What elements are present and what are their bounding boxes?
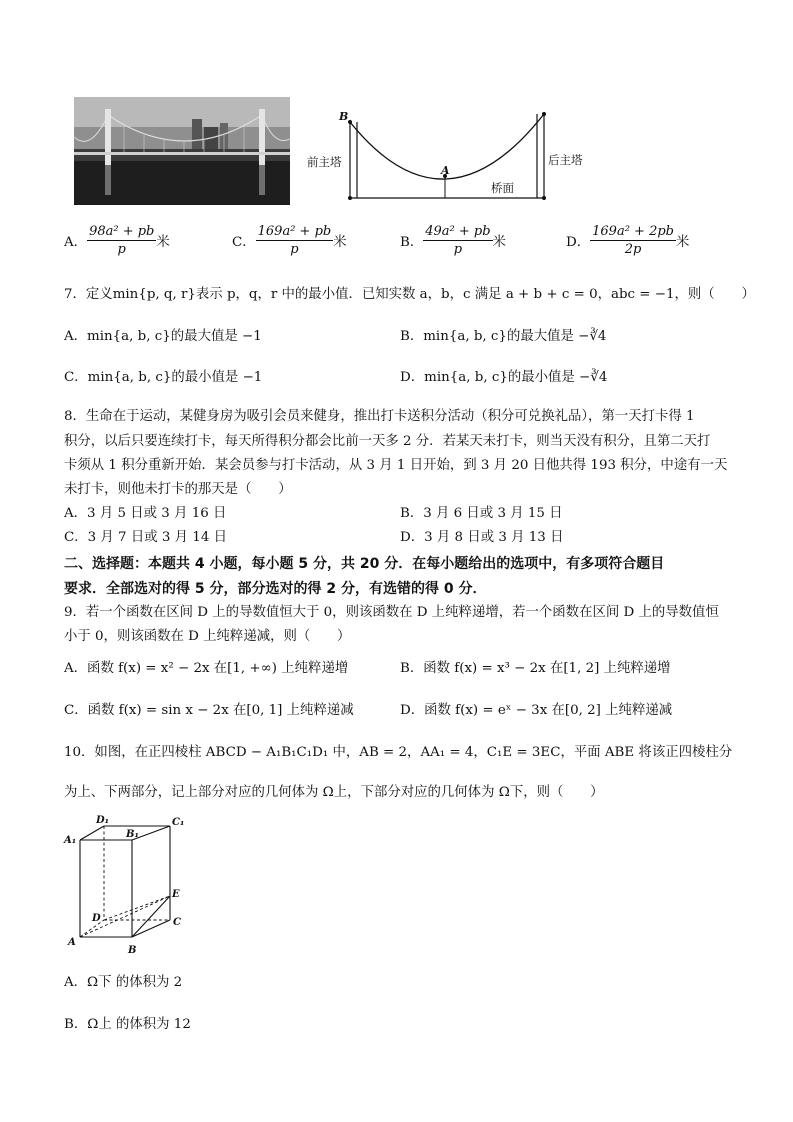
q7-option-b[interactable]: B．min{a, b, c}的最大值是 −∛4 bbox=[400, 329, 607, 344]
option-letter: B． bbox=[400, 235, 424, 250]
q8-line-3: 卡须从 1 积分重新开始．某会员参与打卡活动，从 3 月 1 日开始，到 3 月 20 日他共得 193 积分，中途有一天 bbox=[64, 458, 728, 473]
section-2-heading-line-2: 要求．全部选对的得 5 分，部分选对的得 2 分，有选错的得 0 分． bbox=[64, 581, 487, 597]
option-letter: D． bbox=[566, 235, 591, 250]
q8-option-a[interactable]: A．3 月 5 日或 3 月 16 日 bbox=[64, 506, 227, 521]
q8-option-c[interactable]: C．3 月 7 日或 3 月 14 日 bbox=[64, 530, 227, 545]
option-unit: 米 bbox=[156, 235, 170, 250]
front-tower-label: 前主塔 bbox=[307, 155, 342, 169]
prism-label-a1: A₁ bbox=[64, 835, 77, 846]
q8-line-2: 积分，以后只要连续打卡，每天所得积分都会比前一天多 2 分．若某天未打卡，则当天没有积分，且第二天打 bbox=[64, 434, 711, 449]
q9-option-c[interactable]: C．函数 f(x) = sin x − 2x 在[0, 1] 上纯粹递减 bbox=[64, 703, 354, 718]
rear-tower-label: 后主塔 bbox=[548, 153, 583, 167]
deck-label: 桥面 bbox=[491, 181, 514, 195]
fraction-numerator: 169a² + pb bbox=[257, 224, 332, 239]
bridge-photo bbox=[74, 97, 290, 205]
fraction-denominator: 2p bbox=[624, 242, 642, 257]
fraction-denominator: p bbox=[453, 242, 463, 257]
prism-label-a: A bbox=[68, 937, 76, 948]
q10-line-1: 10．如图，在正四棱柱 ABCD − A₁B₁C₁D₁ 中，AB = 2，AA₁ = 4，C₁E = 3EC，平面 ABE 将该正四棱柱分 bbox=[64, 745, 733, 760]
fraction-denominator: p bbox=[290, 242, 299, 257]
top-option-a[interactable] bbox=[64, 224, 170, 257]
fraction-numerator: 49a² + pb bbox=[425, 224, 491, 239]
top-option-c[interactable] bbox=[232, 224, 347, 257]
option-unit: 米 bbox=[492, 235, 506, 250]
prism-label-d: D bbox=[92, 913, 101, 924]
prism-label-e: E bbox=[172, 889, 180, 900]
q8-line-4: 未打卡，则他未打卡的那天是（ ） bbox=[64, 482, 292, 497]
cable-diagram bbox=[305, 100, 583, 212]
q8-option-d[interactable]: D．3 月 8 日或 3 月 13 日 bbox=[400, 530, 564, 545]
option-unit: 米 bbox=[676, 235, 690, 250]
point-b-label: B bbox=[339, 110, 349, 123]
q9-option-b[interactable]: B．函数 f(x) = x³ − 2x 在[1, 2] 上纯粹递增 bbox=[400, 661, 671, 676]
prism-label-c: C bbox=[173, 917, 181, 928]
top-option-b[interactable] bbox=[400, 224, 506, 257]
option-fraction bbox=[87, 224, 156, 257]
q10-option-b[interactable]: B．Ω上 的体积为 12 bbox=[64, 1017, 191, 1032]
top-option-d[interactable] bbox=[566, 224, 689, 257]
q9-option-a[interactable]: A．函数 f(x) = x² − 2x 在[1, +∞) 上纯粹递增 bbox=[64, 661, 349, 676]
q10-option-a[interactable]: A．Ω下 的体积为 2 bbox=[64, 975, 183, 990]
option-letter: A． bbox=[64, 235, 88, 250]
option-letter: C． bbox=[232, 235, 256, 250]
fraction-numerator: 98a² + pb bbox=[89, 224, 155, 239]
q9-line-2: 小于 0，则该函数在 D 上纯粹递减，则（ ） bbox=[64, 629, 351, 644]
q7-stem: 7．定义min{p, q, r}表示 p，q，r 中的最小值．已知实数 a，b，c 满足 a + b + c = 0，abc = −1，则（ ） bbox=[64, 287, 755, 302]
bridge-photo-drawing bbox=[74, 97, 290, 205]
q7-option-d[interactable]: D．min{a, b, c}的最小值是 −∛4 bbox=[400, 370, 608, 385]
q9-line-1: 9．若一个函数在区间 D 上的导数值恒大于 0，则该函数在 D 上纯粹递增，若一个函数在区间 D 上的导数值恒 bbox=[64, 605, 719, 620]
q9-option-d[interactable]: D．函数 f(x) = eˣ − 3x 在[0, 2] 上纯粹递减 bbox=[400, 703, 673, 718]
prism-label-d1: D₁ bbox=[96, 815, 110, 826]
option-fraction bbox=[423, 224, 492, 257]
prism-label-b: B bbox=[128, 945, 137, 956]
option-unit: 米 bbox=[333, 235, 347, 250]
prism-label-c1: C₁ bbox=[172, 817, 185, 828]
section-2-heading-line-1: 二、选择题：本题共 4 小题，每小题 5 分，共 20 分．在每小题给出的选项中，有多项符合题目 bbox=[64, 556, 665, 572]
prism-label-b1: B₁ bbox=[126, 829, 139, 840]
q10-line-2: 为上、下两部分，记上部分对应的几何体为 Ω上，下部分对应的几何体为 Ω下，则（ ） bbox=[64, 785, 604, 800]
option-fraction bbox=[256, 224, 334, 257]
fraction-numerator: 169a² + 2pb bbox=[592, 224, 674, 239]
q8-line-1: 8．生命在于运动，某健身房为吸引会员来健身，推出打卡送积分活动（积分可兑换礼品），第一天打卡得 1 bbox=[64, 409, 695, 424]
q7-option-a[interactable]: A．min{a, b, c}的最大值是 −1 bbox=[64, 329, 262, 344]
option-fraction bbox=[590, 224, 676, 257]
q7-option-c[interactable]: C．min{a, b, c}的最小值是 −1 bbox=[64, 370, 263, 385]
q8-option-b[interactable]: B．3 月 6 日或 3 月 15 日 bbox=[400, 506, 563, 521]
prism-figure bbox=[62, 812, 192, 962]
fraction-denominator: p bbox=[117, 242, 126, 257]
point-a-label: A bbox=[441, 164, 450, 177]
